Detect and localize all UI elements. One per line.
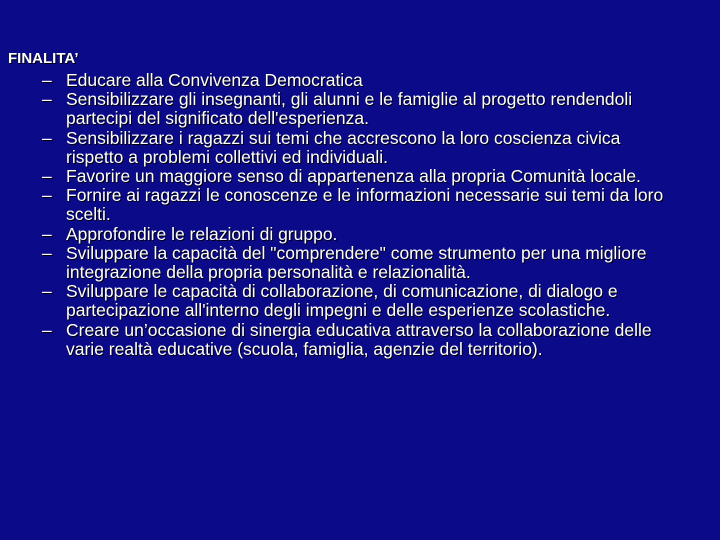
bullet-text: Fornire ai ragazzi le conoscenze e le informazioni necessarie sui temi da loro scelti. — [66, 185, 664, 225]
bullet-list — [42, 71, 682, 359]
bullet-dash: – — [42, 70, 52, 90]
bullet-text: Educare alla Convivenza Democratica — [66, 70, 363, 90]
bullet-dash: – — [42, 89, 52, 110]
bullet-text: Sviluppare le capacità di collaborazione, di comunicazione, di dialogo e partecipazione all'interno degli impegni e delle esperienze scolastiche. — [66, 281, 618, 321]
bullet-item — [42, 225, 682, 244]
bullet-item — [42, 186, 682, 224]
bullet-item — [42, 129, 682, 167]
bullet-dash: – — [42, 242, 52, 263]
bullet-dash: – — [42, 319, 52, 340]
bullet-text: Favorire un maggiore senso di appartenenza alla propria Comunità locale. — [66, 166, 641, 187]
bullet-item — [42, 90, 682, 128]
bullet-item — [42, 282, 682, 320]
bullet-dash: – — [42, 185, 52, 206]
bullet-text: Creare un’occasione di sinergia educativa attraverso la collaborazione delle varie realtà educative (scuola, famiglia, agenzie del territorio). — [66, 319, 652, 359]
bullet-text: Sensibilizzare i ragazzi sui temi che accrescono la loro coscienza civica rispetto a problemi collettivi ed individuali. — [66, 127, 621, 167]
bullet-dash: – — [42, 223, 52, 244]
bullet-item — [42, 244, 682, 282]
bullet-text: Approfondire le relazioni di gruppo. — [66, 223, 338, 244]
bullet-item — [42, 321, 682, 359]
bullet-dash: – — [42, 281, 52, 302]
bullet-text: Sviluppare la capacità del "comprendere" come strumento per una migliore integrazione della propria personalità e relazionalità. — [66, 242, 647, 283]
bullet-dash: – — [42, 166, 52, 187]
bullet-dash: – — [42, 127, 52, 148]
bullet-text: Sensibilizzare gli insegnanti, gli alunni e le famiglie al progetto rendendoli partecipi del significato dell'esperienza. — [66, 89, 633, 129]
bullet-item — [42, 71, 682, 90]
bullet-item — [42, 167, 682, 186]
slide-title: FINALITA’ — [8, 50, 79, 67]
